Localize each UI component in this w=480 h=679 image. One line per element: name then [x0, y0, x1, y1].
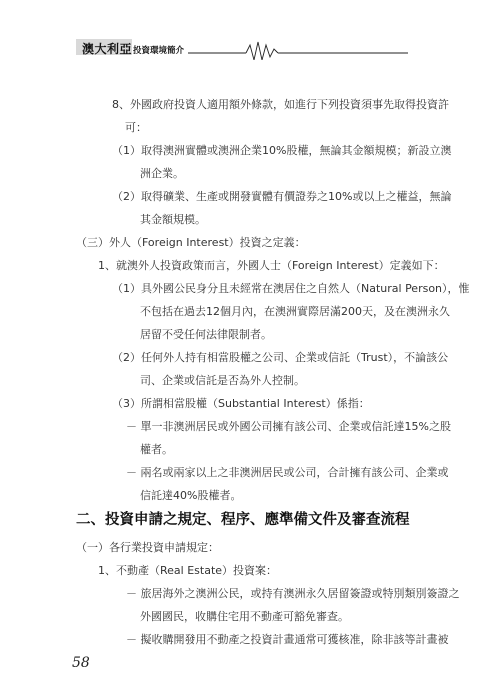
header-title-sub: 投資環境簡介 [133, 46, 185, 56]
text-line: － 兩名或兩家以上之非澳洲居民或公司，合計擁有該公司、企業或 [126, 466, 449, 479]
text-line: （2）任何外人持有相當股權之公司、企業或信託（Trust），不論該公 [112, 351, 449, 364]
text-line: （一）各行業投資申請規定： [76, 541, 219, 554]
text-line: （1）具外國公民身分且未經常在澳居住之自然人（Natural Person），惟 [112, 282, 470, 295]
header-rule-graphic [0, 0, 480, 60]
text-line: 洲企業。 [140, 167, 184, 180]
text-line: 不包括在過去12個月內，在澳洲實際居滿200天，及在澳洲永久 [140, 305, 450, 318]
header-title [82, 40, 184, 57]
text-line: 1、就澳外人投資政策而言，外國人士（Foreign Interest）定義如下： [98, 259, 445, 272]
text-line: － 擬收購開發用不動產之投資計畫通常可獲核准，除非該等計畫被 [126, 633, 449, 646]
text-line: 司、企業或信託是否為外人控制。 [140, 374, 305, 387]
section-heading: 二、投資申請之規定、程序、應準備文件及審查流程 [76, 511, 410, 528]
text-line: 居留不受任何法律限制者。 [140, 328, 272, 341]
page-header [0, 0, 480, 60]
page-number: 58 [72, 655, 90, 671]
text-line: 可： [125, 121, 147, 134]
text-line: － 旅居海外之澳洲公民，或持有澳洲永久居留簽證或特別類別簽證之 [126, 587, 460, 600]
text-line: （3）所謂相當股權（Substantial Interest）係指： [112, 397, 370, 410]
text-line: 外國國民，收購住宅用不動產可豁免審查。 [140, 610, 349, 623]
text-line: 權者。 [140, 443, 173, 456]
text-line: （1）取得澳洲實體或澳洲企業10%股權，無論其金額規模；新設立澳 [112, 144, 452, 157]
text-line: （三）外人（Foreign Interest）投資之定義： [76, 236, 306, 249]
text-line: 信託達40%股權者。 [140, 489, 242, 502]
text-line: 其金額規模。 [140, 213, 206, 226]
text-line: （2）取得礦業、生產或開發實體有價證券之10%或以上之權益，無論 [112, 190, 452, 203]
text-line: 8、外國政府投資人適用額外條款，如進行下列投資須事先取得投資許 [112, 98, 449, 111]
text-line: － 單一非澳洲居民或外國公司擁有該公司、企業或信託達15%之股 [126, 420, 451, 433]
header-title-main: 澳大利亞 [82, 42, 133, 56]
text-line: 1、不動產（Real Estate）投資案： [98, 564, 278, 577]
